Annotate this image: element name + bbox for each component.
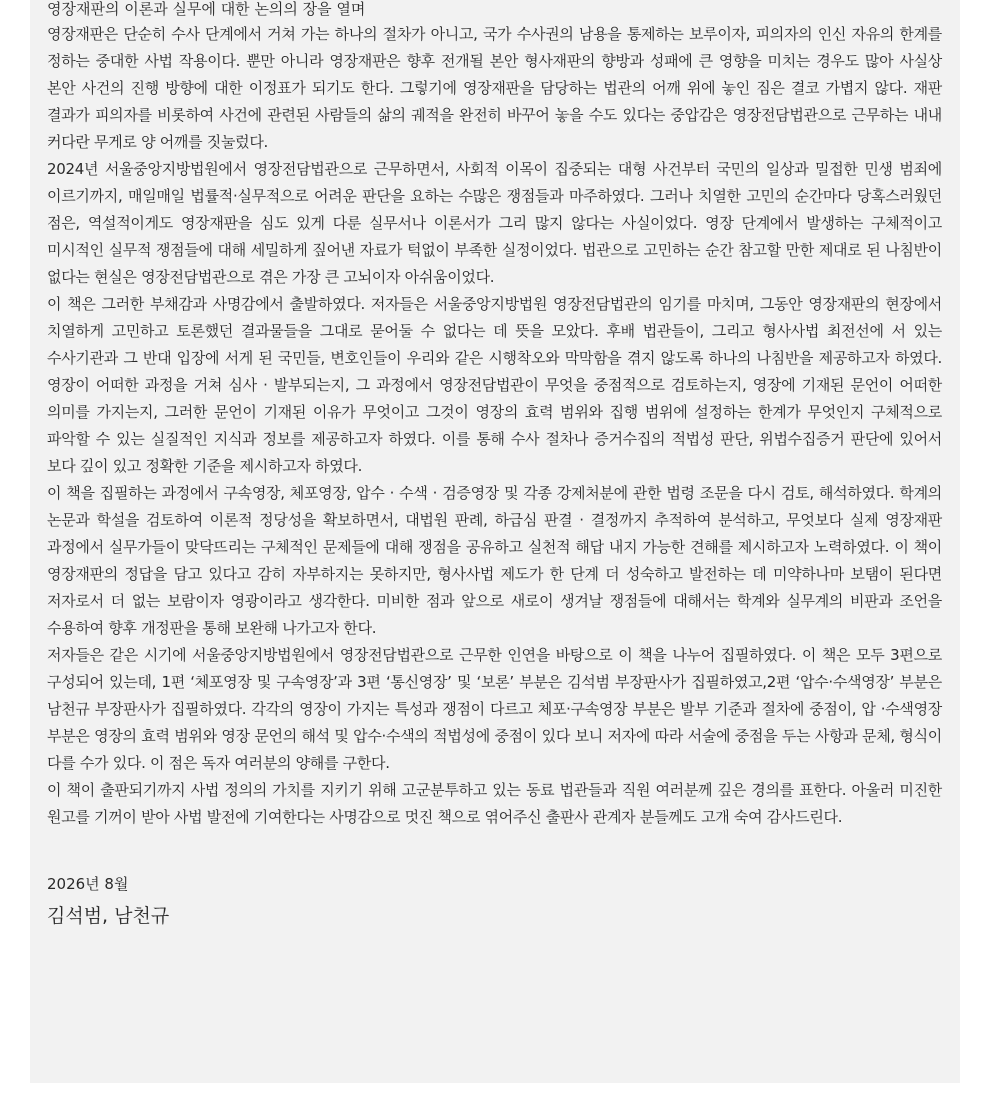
preface-panel bbox=[30, 0, 960, 1083]
author-names: 김석범, 남천규 bbox=[47, 905, 170, 927]
preface-heading: 영장재판의 이론과 실무에 대한 논의의 장을 열며 bbox=[47, 0, 366, 18]
paragraph-6: 이 책이 출판되기까지 사법 정의의 가치를 지키기 위해 고군분투하고 있는 동료 법관들과 직원 여러분께 깊은 경의를 표한다. 아울러 미진한 원고를 기꺼이 받아 사법 발전에 기여한다는 사명감으로 멋진 책으로 엮어주신 출판사 관계자 분들께도 고개 숙여 감사드린다. bbox=[47, 781, 942, 826]
paragraph-4: 이 책을 집필하는 과정에서 구속영장, 체포영장, 압수 · 수색 · 검증영장 및 각종 강제처분에 관한 법령 조문을 다시 검토, 해석하였다. 학계의 논문과 학설을 검토하여 이론적 정당성을 확보하면서, 대법원 판례, 하급심 판결 · 결정까지 추적하여 분석하고, 무엇보다 실제 영장재판 과정에서 실무가들이 맞닥뜨리는 구체적인 문제들에 대해 쟁점을 공유하고 실천적 해답 내지 가능한 견해를 제시하고자 노력하였다. 이 책이 영장재판의 정답을 담고 있다고 감히 자부하지는 못하지만, 형사사법 제도가 한 단계 더 성숙하고 발전하는 데 미약하나마 보탬이 된다면 저자로서 더 없는 보람이자 영광이라고 생각한다. 미비한 점과 앞으로 새로이 생겨날 쟁점들에 대해서는 학계와 실무계의 비판과 조언을 수용하여 향후 개정판을 통해 보완해 나가고자 한다. bbox=[47, 484, 942, 637]
paragraph-1: 영장재판은 단순히 수사 단계에서 거쳐 가는 하나의 절차가 아니고, 국가 수사권의 남용을 통제하는 보루이자, 피의자의 인신 자유의 한계를 정하는 중대한 사법 작용이다. 뿐만 아니라 영장재판은 향후 전개될 본안 형사재판의 향방과 성패에 큰 영향을 미치는 경우도 많아 사실상 본안 사건의 진행 방향에 대한 이정표가 되기도 한다. 그렇기에 영장재판을 담당하는 법관의 어깨 위에 놓인 짐은 결코 가볍지 않다. 재판 결과가 피의자를 비롯하여 사건에 관련된 사람들의 삶의 궤적을 완전히 바꾸어 놓을 수도 있다는 중압감은 영장전담법관으로 근무하는 내내 커다란 무게로 양 어깨를 짓눌렀다. bbox=[47, 25, 942, 151]
paragraph-3: 이 책은 그러한 부채감과 사명감에서 출발하였다. 저자들은 서울중앙지방법원 영장전담법관의 임기를 마치며, 그동안 영장재판의 현장에서 치열하게 고민하고 토론했던 결과물들을 그대로 묻어둘 수 없다는 데 뜻을 모았다. 후배 법관들이, 그리고 형사사법 최전선에 서 있는 수사기관과 그 반대 입장에 서게 된 국민들, 변호인들이 우리와 같은 시행착오와 막막함을 겪지 않도록 하나의 나침반을 제공하고자 하였다. 영장이 어떠한 과정을 거쳐 심사 · 발부되는지, 그 과정에서 영장전담법관이 무엇을 중점적으로 검토하는지, 영장에 기재된 문언이 어떠한 의미를 가지는지, 그러한 문언이 기재된 이유가 무엇이고 그것이 영장의 효력 범위와 집행 범위에 설정하는 한계가 무엇인지 구체적으로 파악할 수 있는 실질적인 지식과 정보를 제공하고자 하였다. 이를 통해 수사 절차나 증거수집의 적법성 판단, 위법수집증거 판단에 있어서 보다 깊이 있고 정확한 기준을 제시하고자 하였다. bbox=[47, 295, 942, 475]
paragraph-2: 2024년 서울중앙지방법원에서 영장전담법관으로 근무하면서, 사회적 이목이 집중되는 대형 사건부터 국민의 일상과 밀접한 민생 범죄에 이르기까지, 매일매일 법률적·실무적으로 어려운 판단을 요하는 수많은 쟁점들과 마주하였다. 그러나 치열한 고민의 순간마다 당혹스러웠던 점은, 역설적이게도 영장재판을 심도 있게 다룬 실무서나 이론서가 그리 많지 않다는 사실이었다. 영장 단계에서 발생하는 구체적이고 미시적인 실무적 쟁점들에 대해 세밀하게 짚어낸 자료가 턱없이 부족한 실정이었다. 법관으로 고민하는 순간 참고할 만한 제대로 된 나침반이 없다는 현실은 영장전담법관으로 겪은 가장 큰 고뇌이자 아쉬움이었다. bbox=[47, 160, 942, 286]
paragraph-5: 저자들은 같은 시기에 서울중앙지방법원에서 영장전담법관으로 근무한 인연을 바탕으로 이 책을 나누어 집필하였다. 이 책은 모두 3편으로 구성되어 있는데, 1편 ‘체포영장 및 구속영장’과 3편 ‘통신영장’ 및 ‘보론’ 부분은 김석범 부장판사가 집필하였고,2편 ‘압수·수색영장’ 부분은 남천규 부장판사가 집필하였다. 각각의 영장이 가지는 특성과 쟁점이 다르고 체포·구속영장 부분은 발부 기준과 절차에 중점이, 압 ·수색영장 부분은 영장의 효력 범위와 영장 문언의 해석 및 압수·수색의 적법성에 중점이 있다 보니 저자에 따라 서술에 중점을 두는 사항과 문체, 형식이 다를 수가 있다. 이 점은 독자 여러분의 양해를 구한다. bbox=[47, 646, 942, 772]
publication-date: 2026년 8월 bbox=[47, 875, 129, 893]
